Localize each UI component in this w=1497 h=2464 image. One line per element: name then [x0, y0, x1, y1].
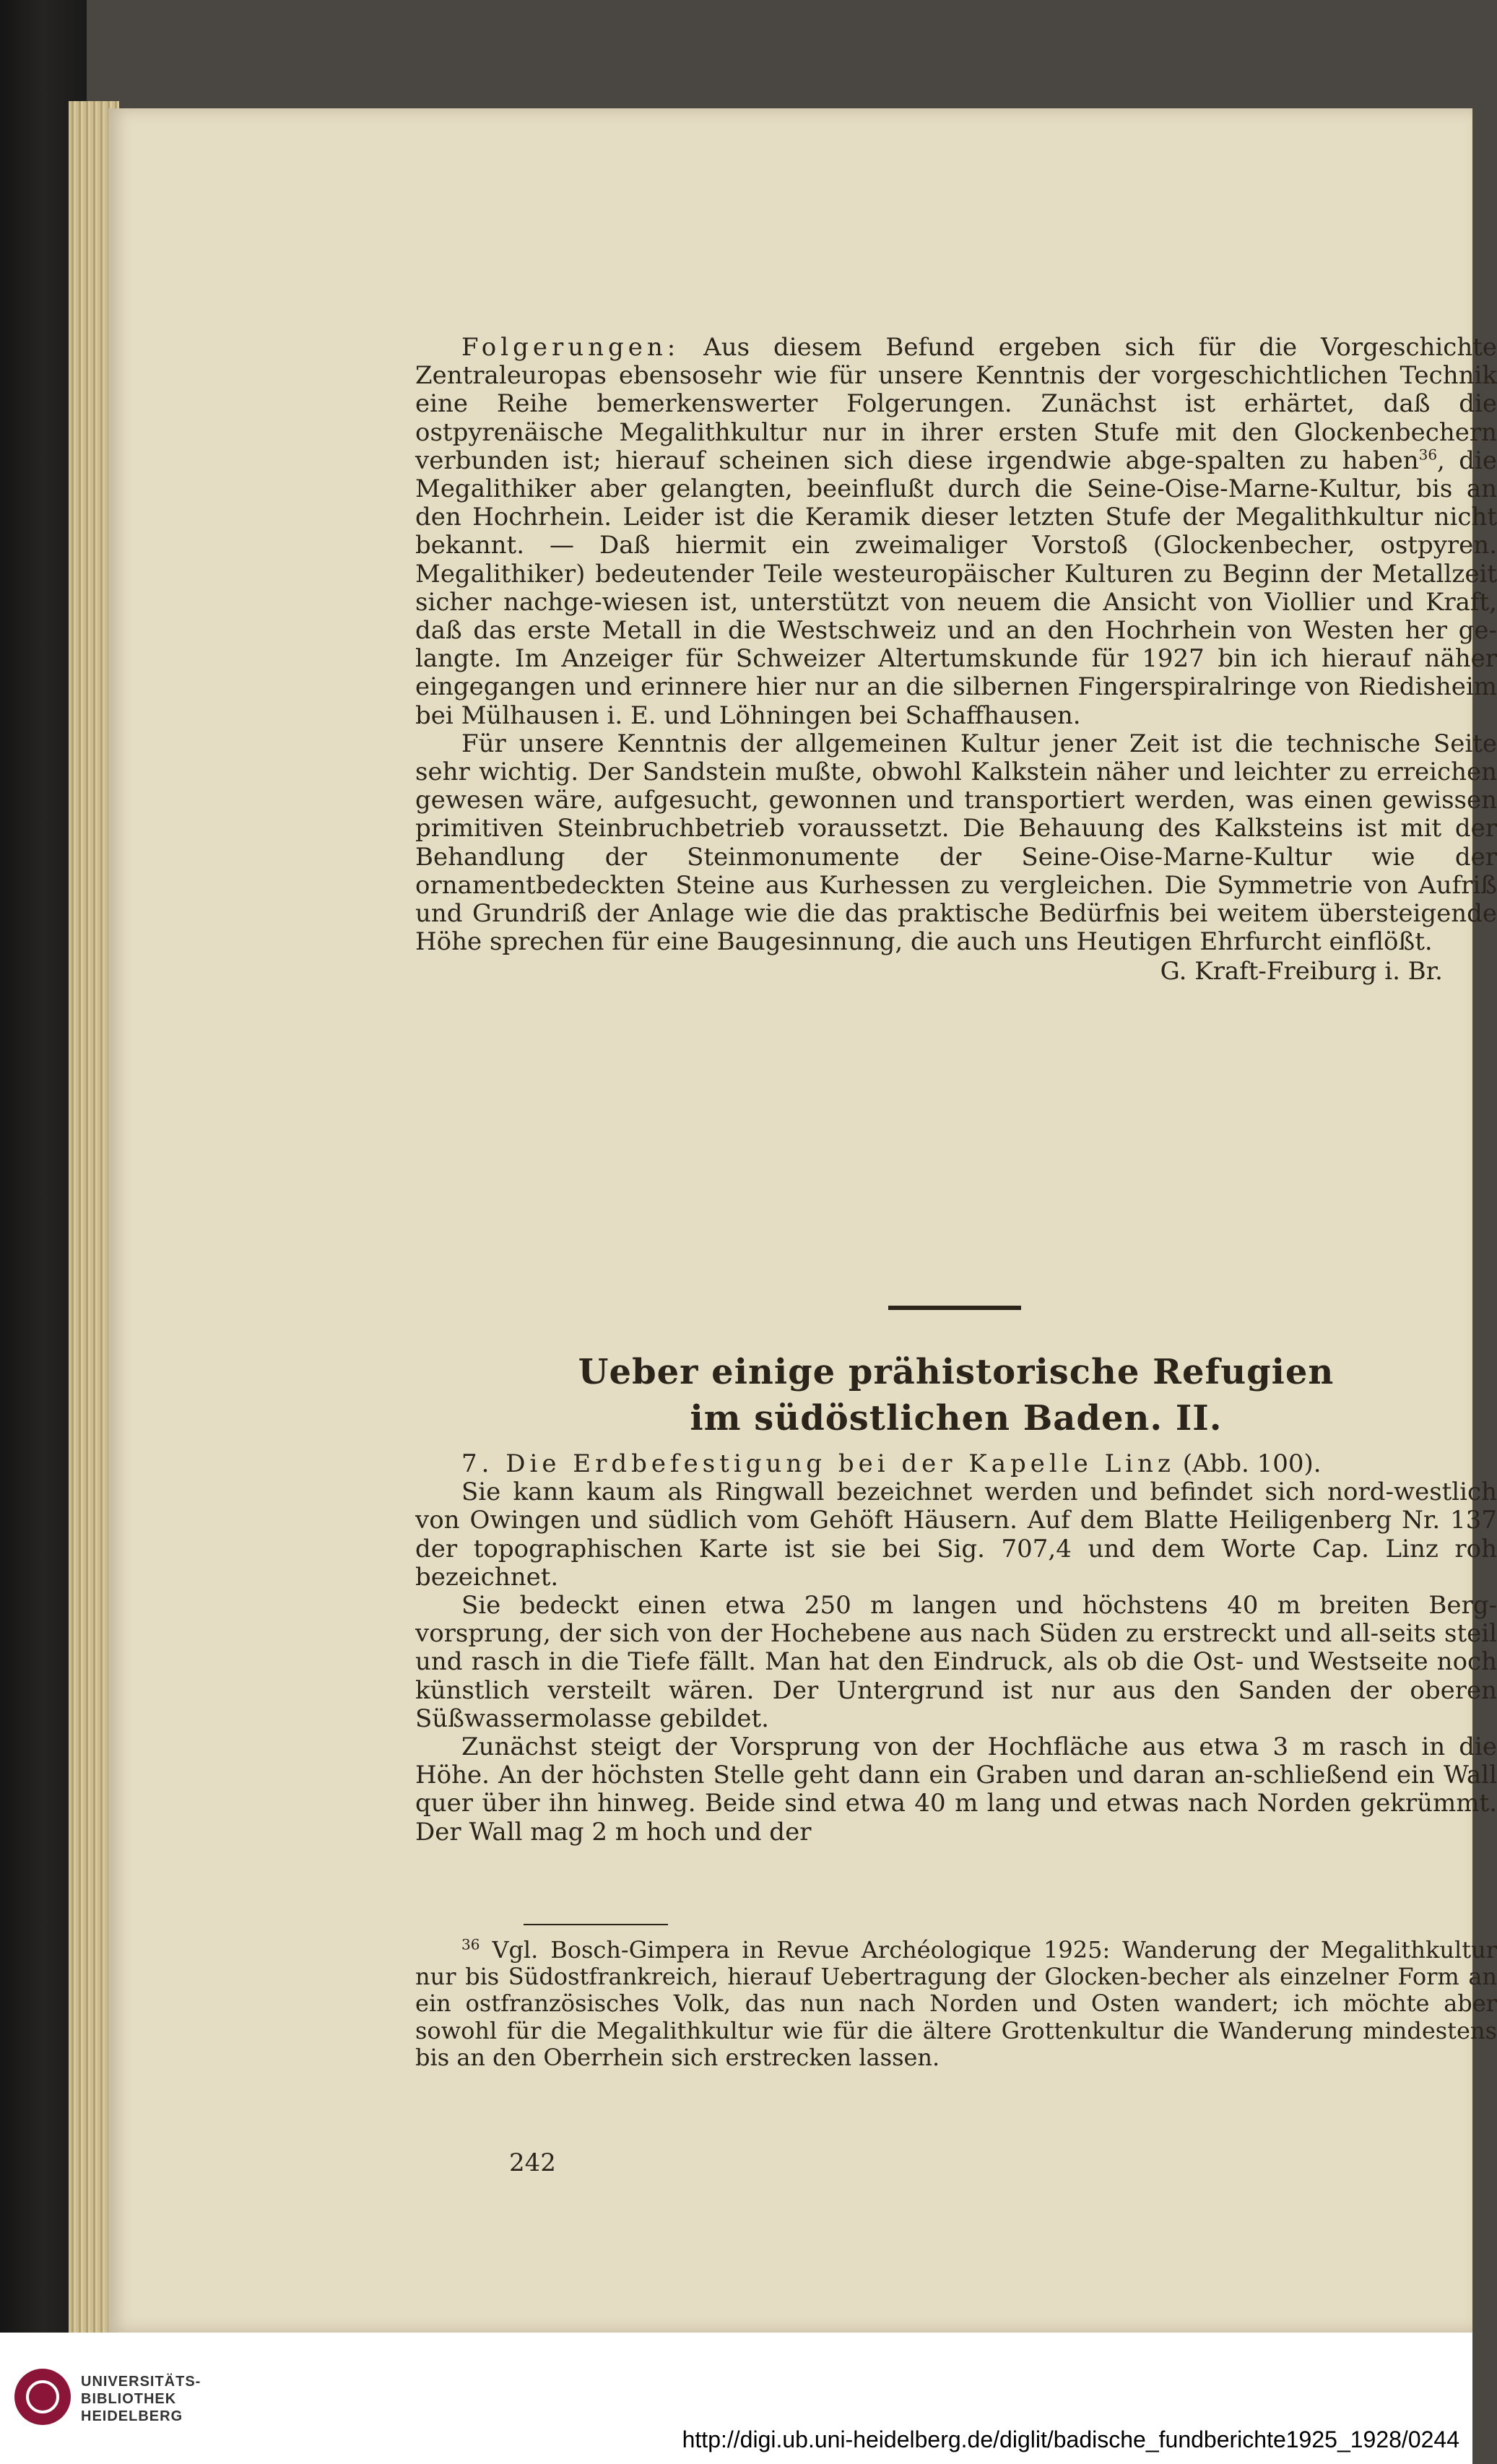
logo-line-3: HEIDELBERG	[81, 2408, 183, 2424]
page-number: 242	[509, 2148, 556, 2177]
subsection-title	[415, 1450, 1497, 1478]
footnote-text	[415, 1937, 1497, 2071]
section-conclusions	[415, 334, 1497, 986]
footnote-reference[interactable]: 36	[1418, 446, 1438, 464]
book-page	[108, 108, 1497, 2333]
viewer-footer	[0, 2333, 1472, 2464]
paragraph-text-continued: , die Megalithiker aber gelangten, beeinflußt durch die Seine-Oise-Marne-Kultur, bis an den Hochrhein. Leider ist die Keramik dieser letzten Stufe der Megalithkultur nicht bekannt. — Daß hiermit ein zweimaliger Vorstoß (Glockenbecher, ostpyren. Megalithiker) bedeutender Teile westeuropäischer Kulturen zu Beginn der Metallzeit sicher nachge-wiesen ist, unterstützt von neuem die Ansicht von Viollier und Kraft, daß das erste Metall in die Westschweiz und an den Hochrhein von Westen her ge-langte. Im Anzeiger für Schweizer Altertumskunde für 1927 bin ich hierauf näher eingegangen und erinnere hier nur an die silbernen Fingerspiralringe von Riedisheim bei Mülhausen i. E. und Löhningen bei Schaffhausen.	[415, 446, 1497, 730]
article-heading	[415, 1349, 1497, 1441]
footnote-divider	[524, 1924, 668, 1925]
lead-label: Folgerungen:	[461, 333, 680, 362]
paragraph-text: Aus diesem Befund ergeben sich für die Vorgeschichte Zentraleuropas ebensosehr wie für unsere Kenntnis der vorgeschichtlichen Technik eine Reihe bemerkenswerter Folgerungen. Zunächst ist erhärtet, daß die ostpyrenäische Megalithkultur nur in ihrer ersten Stufe mit den Glockenbechern verbunden ist; hierauf scheinen sich diese irgendwie abge-spalten zu haben	[415, 333, 1497, 475]
author-signature: G. Kraft-Freiburg i. Br.	[1160, 957, 1443, 986]
section-divider	[888, 1306, 1021, 1310]
paragraph-description: Sie bedeckt einen etwa 250 m langen und höchstens 40 m breiten Berg-vorsprung, der sich von der Hochebene aus nach Süden zu erstreckt und all-seits steil und rasch in die Tiefe fällt. Man hat den Eindruck, als ob die Ost- und Westseite noch künstlich versteilt wären. Der Untergrund ist nur aus den Sanden der oberen Süßwassermolasse gebildet.	[415, 1591, 1497, 1733]
source-url-link[interactable]: http://digi.ub.uni-heidelberg.de/diglit/badische_fundberichte1925_1928/0244	[682, 2426, 1459, 2452]
logo-line-1: UNIVERSITÄTS-	[81, 2374, 201, 2390]
section-linz	[415, 1450, 1497, 1847]
paragraph-technique: Für unsere Kenntnis der allgemeinen Kultur jener Zeit ist die technische Seite sehr wichtig. Der Sandstein mußte, obwohl Kalkstein näher und leichter zu erreichen gewesen wäre, aufgesucht, gewonnen und transportiert werden, was einen gewissen primitiven Steinbruchbetrieb voraussetzt. Die Behauung des Kalksteins ist mit der Behandlung der Steinmonumente der Seine-Oise-Marne-Kultur wie der ornamentbedeckten Steine aus Kurhessen zu vergleichen. Die Symmetrie von Aufriß und Grundriß der Anlage wie die das praktische Bedürfnis bei weitem übersteigende Höhe sprechen für eine Baugesinnung, die auch uns Heutigen Ehrfurcht einflößt.	[415, 729, 1497, 957]
footnote-body: Vgl. Bosch-Gimpera in Revue Archéologique 1925: Wanderung der Megalithkultur nur bis Südostfrankreich, hierauf Uebertragung der Glocken-becher als einzelner Form an ein ostfranzösisches Volk, das nun nach Norden und Osten wandert; ich möchte aber sowohl für die Megalithkultur wie für die ältere Grottenkultur die Wanderung mindestens bis an den Oberrhein sich erstrecken lassen.	[415, 1936, 1497, 2071]
paragraph-rampart: Zunächst steigt der Vorsprung von der Hochfläche aus etwa 3 m rasch in die Höhe. An der höchsten Stelle geht dann ein Graben und daran an-schließend ein Wall quer über ihn hinweg. Beide sind etwa 40 m lang und etwas nach Norden gekrümmt. Der Wall mag 2 m hoch und der	[415, 1732, 1497, 1847]
heading-line-1: Ueber einige prähistorische Refugien	[578, 1352, 1335, 1392]
paragraph-conclusions	[415, 334, 1497, 730]
subsection-label: 7. Die Erdbefestigung bei der Kapelle Linz	[461, 1449, 1175, 1478]
logo-line-2: BIBLIOTHEK	[81, 2391, 177, 2407]
footnote-number: 36	[461, 1935, 480, 1953]
figure-reference: (Abb. 100).	[1182, 1449, 1322, 1478]
footnote	[415, 1937, 1497, 2071]
library-logo[interactable]	[81, 2373, 201, 2425]
paragraph-location: Sie kann kaum als Ringwall bezeichnet werden und befindet sich nord-westlich von Owingen und südlich vom Gehöft Häusern. Auf dem Blatte Heiligenberg Nr. 137 der topographischen Karte ist sie bei Sig. 707,4 und dem Worte Cap. Linz roh bezeichnet.	[415, 1478, 1497, 1592]
university-seal-icon	[14, 2369, 71, 2425]
heading-line-2: im südöstlichen Baden. II.	[690, 1398, 1223, 1439]
